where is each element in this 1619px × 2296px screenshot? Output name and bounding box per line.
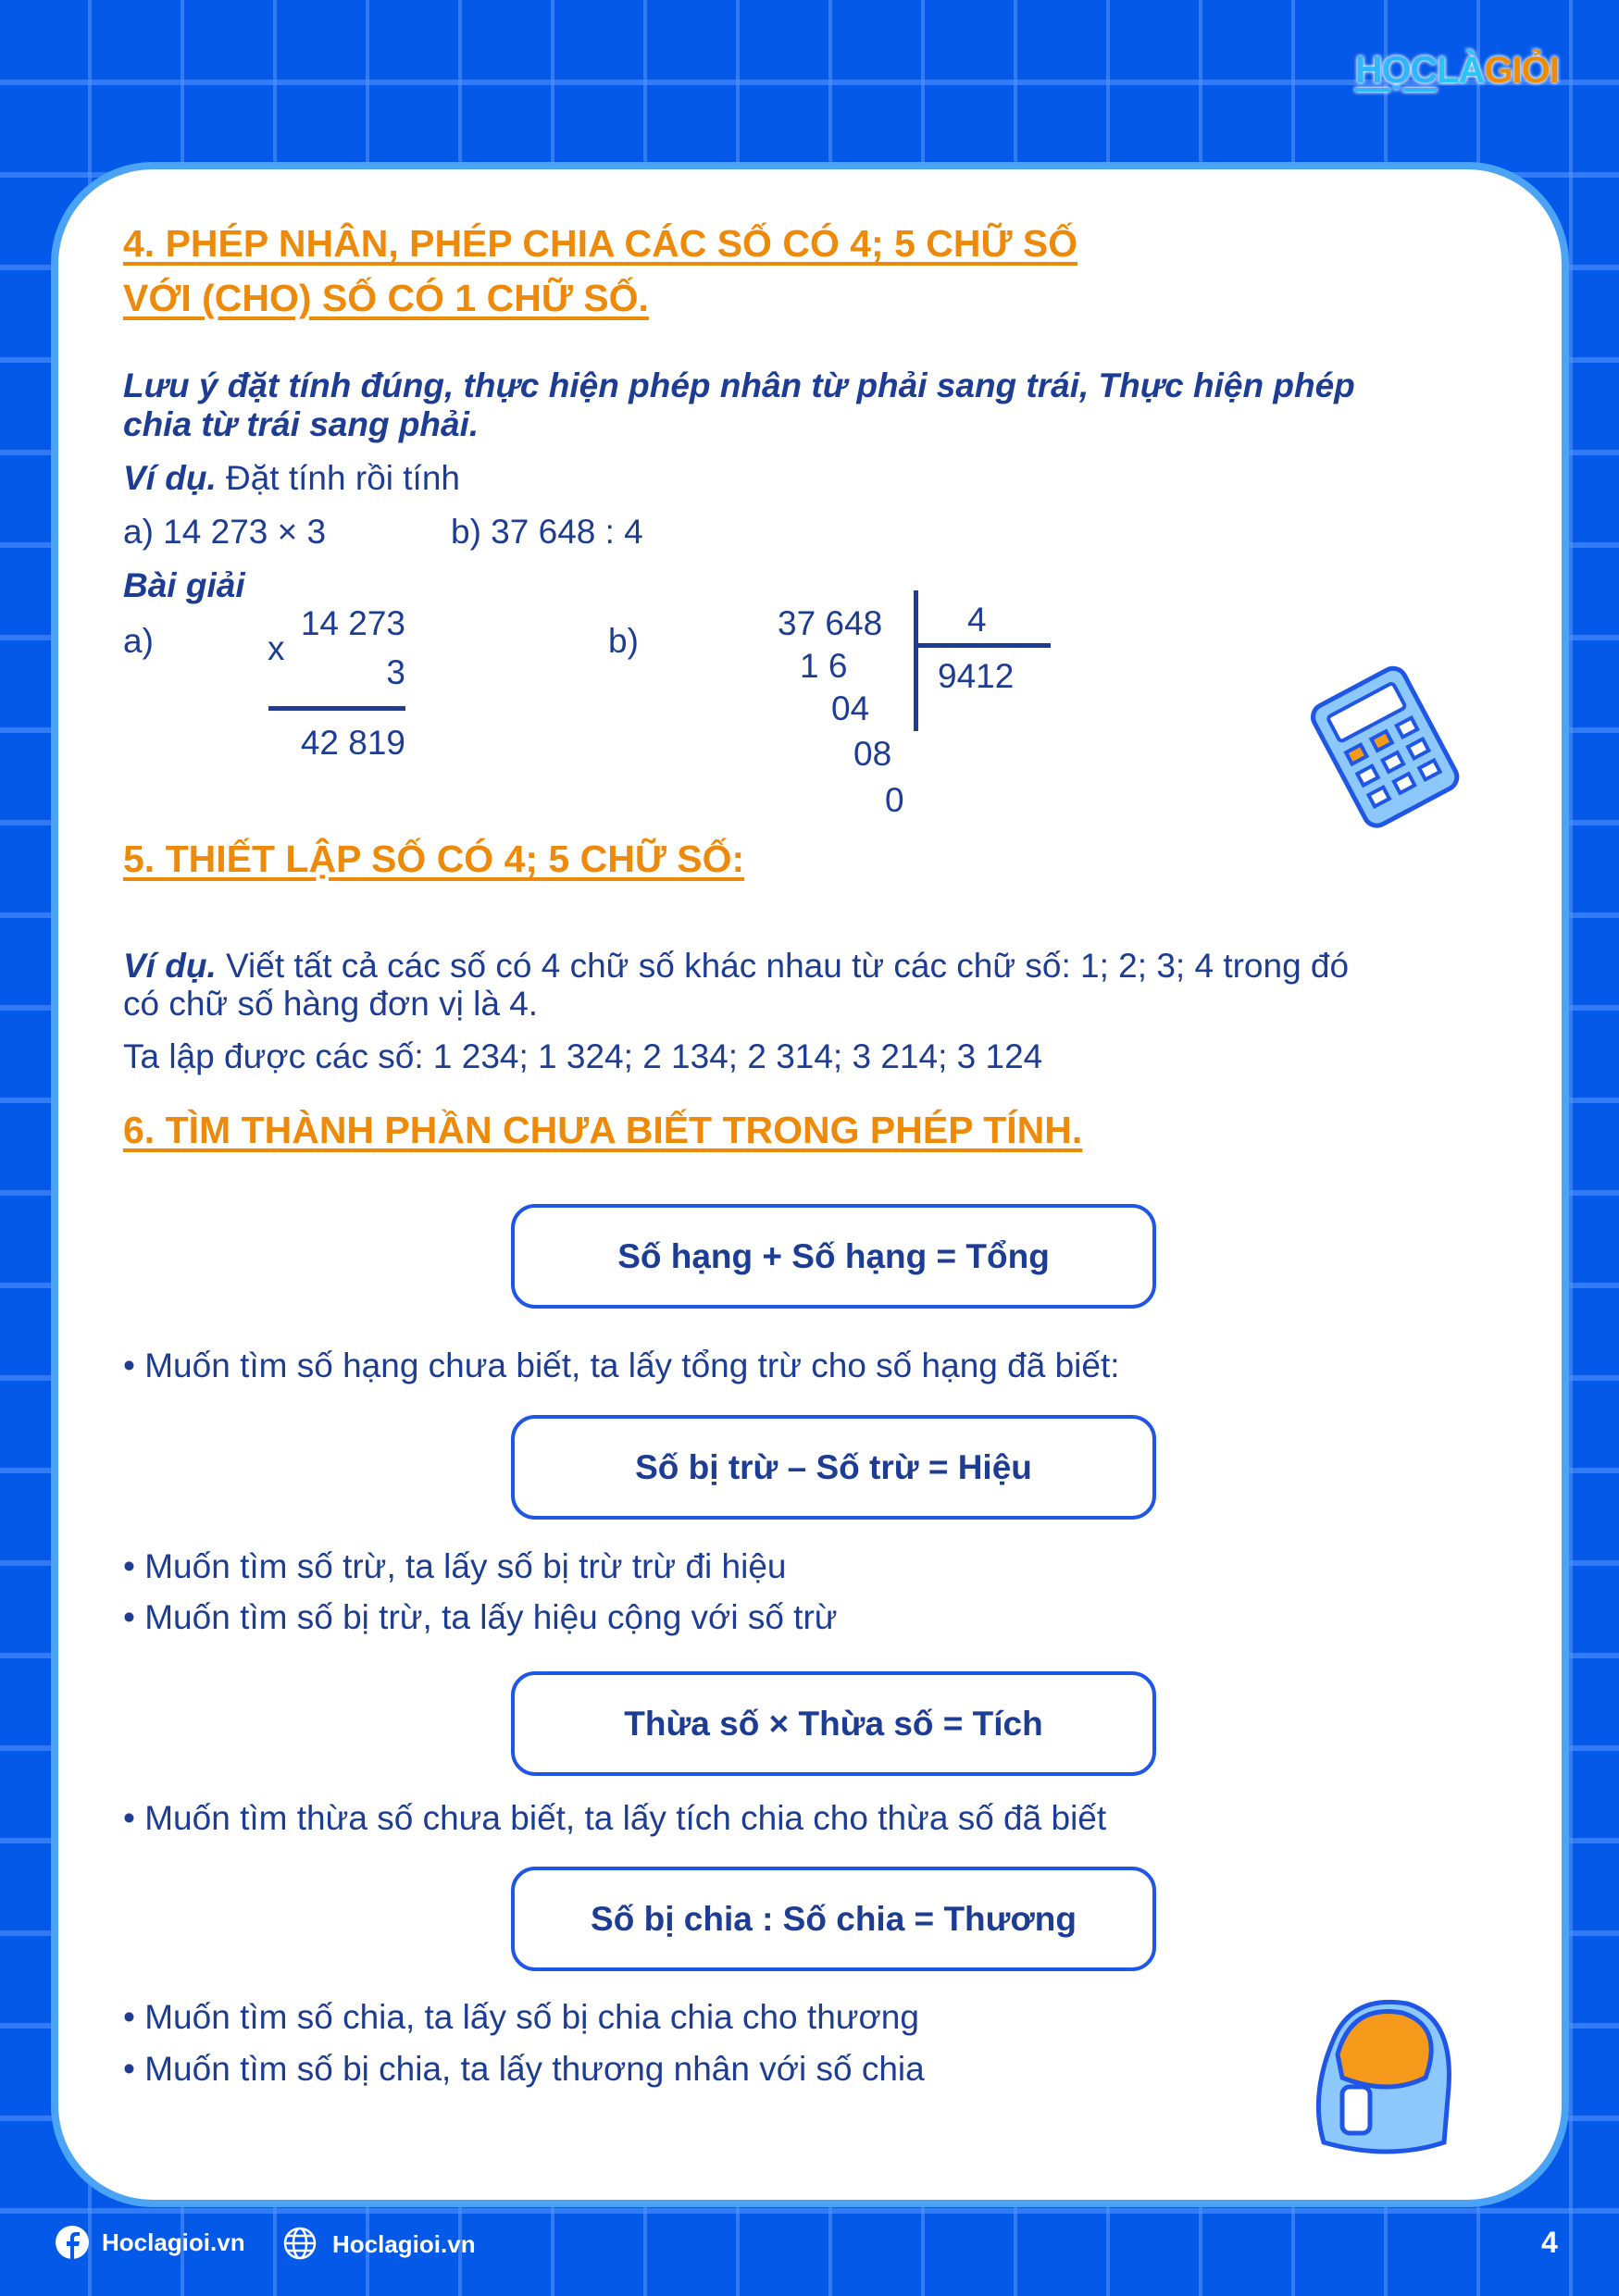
rule-bullet: • Muốn tìm số trừ, ta lấy số bị trừ trừ đi hiệu	[123, 1547, 787, 1585]
mult-result: 42 819	[300, 724, 405, 762]
mult-sign: x	[268, 629, 285, 667]
logo-part: GIỎI	[1484, 50, 1559, 91]
div-vertical-rule	[914, 590, 918, 731]
div-step: 04	[831, 689, 870, 727]
formula-box-addition: Số hạng + Số hạng = Tổng	[511, 1204, 1156, 1309]
facebook-label: Hoclagioi.vn	[102, 2228, 245, 2256]
logo-part: LÀ	[1437, 50, 1485, 91]
website-label: Hoclagioi.vn	[332, 2229, 476, 2258]
logo-part: HỌC	[1355, 48, 1438, 91]
mult-rule	[268, 706, 405, 711]
section6-title: 6. TÌM THÀNH PHẦN CHƯA BIẾT TRONG PHÉP TÍNH.	[123, 1109, 1083, 1151]
section5-example-line2: có chữ số hàng đơn vị là 4.	[123, 985, 539, 1023]
div-step: 08	[853, 735, 892, 773]
mult-bottom: 3	[386, 653, 405, 691]
section5-example-line1	[123, 947, 1349, 986]
example-label: Ví dụ.	[123, 459, 217, 497]
facebook-icon	[56, 2226, 89, 2259]
div-divisor: 4	[967, 601, 987, 639]
website-link[interactable]	[282, 2226, 476, 2263]
backpack-icon	[1296, 1985, 1472, 2166]
div-step: 0	[885, 781, 904, 819]
mult-label: a)	[123, 622, 154, 660]
example-label: Ví dụ.	[123, 947, 217, 985]
rule-bullet: • Muốn tìm thừa số chưa biết, ta lấy tích chia cho thừa số đã biết	[123, 1799, 1107, 1837]
facebook-link[interactable]	[56, 2226, 245, 2259]
task-b: b) 37 648 : 4	[451, 513, 643, 551]
calculator-icon	[1301, 662, 1467, 828]
note-line1: Lưu ý đặt tính đúng, thực hiện phép nhân từ phải sang trái, Thực hiện phép	[123, 366, 1355, 404]
formula-box-division: Số bị chia : Số chia = Thương	[511, 1867, 1156, 1971]
globe-icon	[282, 2226, 319, 2263]
page-number: 4	[1541, 2226, 1558, 2259]
rule-bullet: • Muốn tìm số hạng chưa biết, ta lấy tổng trừ cho số hạng đã biết:	[123, 1347, 1120, 1384]
div-dividend: 37 648	[778, 604, 883, 642]
rule-bullet: • Muốn tìm số bị trừ, ta lấy hiệu cộng với số trừ	[123, 1598, 838, 1636]
section5-title: 5. THIẾT LẬP SỐ CÓ 4; 5 CHỮ SỐ:	[123, 838, 745, 880]
rule-bullet: • Muốn tìm số bị chia, ta lấy thương nhân với số chia	[123, 2050, 925, 2088]
note-line2: chia từ trái sang phải.	[123, 405, 479, 443]
example-line	[123, 459, 460, 498]
example-text: Đặt tính rồi tính	[216, 459, 460, 497]
section4-title-line1: 4. PHÉP NHÂN, PHÉP CHIA CÁC SỐ CÓ 4; 5 CHỮ SỐ	[123, 222, 1078, 265]
div-label: b)	[608, 622, 639, 660]
rule-bullet: • Muốn tìm số chia, ta lấy số bị chia chia cho thương	[123, 1998, 919, 2036]
formula-box-multiplication: Thừa số × Thừa số = Tích	[511, 1671, 1156, 1776]
mult-top: 14 273	[300, 604, 405, 642]
section5-answer: Ta lập được các số: 1 234; 1 324; 2 134; 2 314; 3 214; 3 124	[123, 1037, 1043, 1075]
example-text: Viết tất cả các số có 4 chữ số khác nhau từ các chữ số: 1; 2; 3; 4 trong đó	[216, 947, 1350, 985]
brand-logo	[1355, 48, 1559, 92]
formula-box-subtraction: Số bị trừ – Số trừ = Hiệu	[511, 1415, 1156, 1520]
div-horizontal-rule	[914, 643, 1051, 648]
solution-label: Bài giải	[123, 566, 245, 604]
section4-title-line2: VỚI (CHO) SỐ CÓ 1 CHỮ SỐ.	[123, 277, 649, 319]
div-quotient: 9412	[938, 657, 1015, 695]
task-a: a) 14 273 × 3	[123, 513, 327, 551]
div-step: 1 6	[800, 647, 848, 685]
